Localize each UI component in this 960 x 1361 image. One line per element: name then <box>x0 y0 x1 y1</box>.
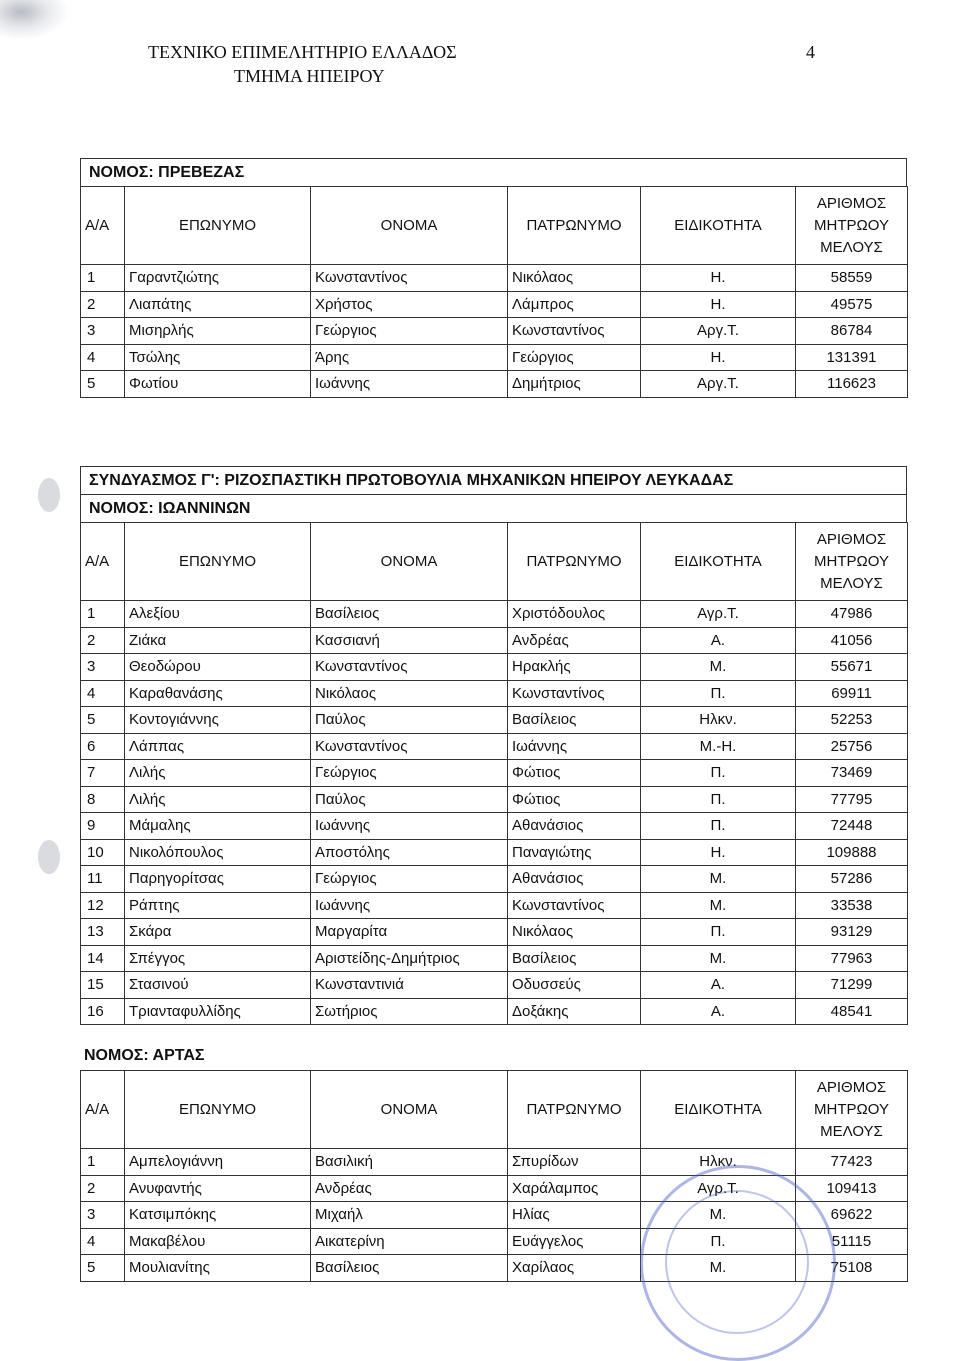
row-number: 3 <box>81 318 125 345</box>
row-surname: Κοντογιάννης <box>125 707 311 734</box>
row-surname: Ράπτης <box>125 892 311 919</box>
row-registry: 51115 <box>796 1228 908 1255</box>
row-name: Κωνσταντινιά <box>311 972 508 999</box>
row-number: 8 <box>81 786 125 813</box>
row-father: Βασίλειος <box>508 945 641 972</box>
row-number: 12 <box>81 892 125 919</box>
row-registry: 109888 <box>796 839 908 866</box>
row-specialty: Α. <box>641 998 796 1025</box>
row-surname: Ανυφαντής <box>125 1175 311 1202</box>
table-row <box>81 707 908 734</box>
row-specialty: Ηλκν. <box>641 1149 796 1176</box>
row-name: Νικόλαος <box>311 680 508 707</box>
col-surname: ΕΠΩΝΥΜΟ <box>125 523 311 601</box>
row-father: Λάμπρος <box>508 291 641 318</box>
row-name: Γεώργιος <box>311 866 508 893</box>
row-number: 14 <box>81 945 125 972</box>
row-name: Κωνσταντίνος <box>311 654 508 681</box>
row-specialty: Μ. <box>641 654 796 681</box>
row-surname: Λάππας <box>125 733 311 760</box>
col-aa: Α/Α <box>81 523 125 601</box>
row-father: Κωνσταντίνος <box>508 680 641 707</box>
section-title: ΝΟΜΟΣ: ΙΩΑΝΝΙΝΩΝ <box>80 494 907 522</box>
row-father: Γεώργιος <box>508 344 641 371</box>
row-surname: Αλεξίου <box>125 601 311 628</box>
table-row <box>81 945 908 972</box>
row-specialty: Η. <box>641 839 796 866</box>
col-registry: ΑΡΙΘΜΟΣ ΜΗΤΡΩΟΥ ΜΕΛΟΥΣ <box>796 1071 908 1149</box>
row-name: Μιχαήλ <box>311 1202 508 1229</box>
row-specialty: Η. <box>641 344 796 371</box>
row-father: Ιωάννης <box>508 733 641 760</box>
row-surname: Μουλιανίτης <box>125 1255 311 1282</box>
table-row <box>81 919 908 946</box>
row-specialty: Ηλκν. <box>641 707 796 734</box>
row-registry: 86784 <box>796 318 908 345</box>
row-surname: Λιαπάτης <box>125 291 311 318</box>
members-table <box>80 522 908 1025</box>
col-registry: ΑΡΙΘΜΟΣ ΜΗΤΡΩΟΥ ΜΕΛΟΥΣ <box>796 523 908 601</box>
row-number: 5 <box>81 371 125 398</box>
row-name: Γεώργιος <box>311 318 508 345</box>
row-father: Βασίλειος <box>508 707 641 734</box>
row-specialty: Αργ.Τ. <box>641 318 796 345</box>
row-name: Ιωάννης <box>311 371 508 398</box>
table-row <box>81 654 908 681</box>
table-row <box>81 786 908 813</box>
section-title: ΝΟΜΟΣ: ΑΡΤΑΣ <box>84 1047 205 1064</box>
table-row <box>81 998 908 1025</box>
row-father: Αθανάσιος <box>508 866 641 893</box>
row-father: Νικόλαος <box>508 919 641 946</box>
row-registry: 116623 <box>796 371 908 398</box>
row-registry: 33538 <box>796 892 908 919</box>
row-specialty: Π. <box>641 786 796 813</box>
row-number: 10 <box>81 839 125 866</box>
row-specialty: Α. <box>641 972 796 999</box>
row-name: Κωνσταντίνος <box>311 265 508 292</box>
table-row <box>81 344 908 371</box>
row-surname: Παρηγορίτσας <box>125 866 311 893</box>
row-father: Ανδρέας <box>508 627 641 654</box>
row-father: Χαρίλαος <box>508 1255 641 1282</box>
row-registry: 55671 <box>796 654 908 681</box>
section-ioannina <box>80 466 907 1025</box>
row-father: Δοξάκης <box>508 998 641 1025</box>
row-surname: Κατσιμπόκης <box>125 1202 311 1229</box>
table-header-row <box>81 187 908 265</box>
row-name: Βασιλική <box>311 1149 508 1176</box>
table-row <box>81 839 908 866</box>
row-number: 1 <box>81 1149 125 1176</box>
row-specialty: Μ. <box>641 1202 796 1229</box>
col-aa: Α/Α <box>81 187 125 265</box>
col-registry: ΑΡΙΘΜΟΣ ΜΗΤΡΩΟΥ ΜΕΛΟΥΣ <box>796 187 908 265</box>
row-name: Αικατερίνη <box>311 1228 508 1255</box>
col-specialty: ΕΙΔΙΚΟΤΗΤΑ <box>641 187 796 265</box>
row-father: Ηλίας <box>508 1202 641 1229</box>
col-father: ΠΑΤΡΩΝΥΜΟ <box>508 523 641 601</box>
table-row <box>81 892 908 919</box>
row-number: 4 <box>81 344 125 371</box>
table-row <box>81 627 908 654</box>
row-number: 2 <box>81 1175 125 1202</box>
row-name: Βασίλειος <box>311 1255 508 1282</box>
row-surname: Θεοδώρου <box>125 654 311 681</box>
punch-hole <box>38 478 60 512</box>
col-aa: Α/Α <box>81 1071 125 1149</box>
row-number: 2 <box>81 291 125 318</box>
row-number: 2 <box>81 627 125 654</box>
col-father: ΠΑΤΡΩΝΥΜΟ <box>508 187 641 265</box>
row-specialty: Μ. <box>641 866 796 893</box>
table-row <box>81 813 908 840</box>
section-title: ΝΟΜΟΣ: ΠΡΕΒΕΖΑΣ <box>80 158 907 186</box>
row-specialty: Μ. <box>641 892 796 919</box>
row-registry: 52253 <box>796 707 908 734</box>
row-specialty: Π. <box>641 919 796 946</box>
row-father: Φώτιος <box>508 786 641 813</box>
row-registry: 48541 <box>796 998 908 1025</box>
row-surname: Λιλής <box>125 786 311 813</box>
row-number: 5 <box>81 707 125 734</box>
official-stamp <box>640 1165 836 1361</box>
row-specialty: Π. <box>641 680 796 707</box>
row-registry: 109413 <box>796 1175 908 1202</box>
row-surname: Μάμαλης <box>125 813 311 840</box>
row-surname: Γαραντζιώτης <box>125 265 311 292</box>
row-number: 4 <box>81 680 125 707</box>
row-number: 15 <box>81 972 125 999</box>
row-surname: Μισηρλής <box>125 318 311 345</box>
row-specialty: Μ.-Η. <box>641 733 796 760</box>
row-registry: 47986 <box>796 601 908 628</box>
row-registry: 25756 <box>796 733 908 760</box>
row-number: 11 <box>81 866 125 893</box>
table-row <box>81 680 908 707</box>
row-name: Χρήστος <box>311 291 508 318</box>
row-number: 4 <box>81 1228 125 1255</box>
table-row <box>81 1149 908 1176</box>
row-registry: 69911 <box>796 680 908 707</box>
row-registry: 131391 <box>796 344 908 371</box>
row-specialty: Π. <box>641 1228 796 1255</box>
row-name: Βασίλειος <box>311 601 508 628</box>
section-preveza <box>80 158 907 398</box>
row-registry: 93129 <box>796 919 908 946</box>
row-father: Νικόλαος <box>508 265 641 292</box>
row-father: Ευάγγελος <box>508 1228 641 1255</box>
row-surname: Σκάρα <box>125 919 311 946</box>
row-surname: Νικολόπουλος <box>125 839 311 866</box>
members-table <box>80 186 908 398</box>
row-number: 3 <box>81 1202 125 1229</box>
col-name: ΟΝΟΜΑ <box>311 187 508 265</box>
row-surname: Φωτίου <box>125 371 311 398</box>
row-specialty: Α. <box>641 627 796 654</box>
row-number: 3 <box>81 654 125 681</box>
row-number: 16 <box>81 998 125 1025</box>
row-father: Φώτιος <box>508 760 641 787</box>
row-father: Χριστόδουλος <box>508 601 641 628</box>
row-name: Μαργαρίτα <box>311 919 508 946</box>
col-specialty: ΕΙΔΙΚΟΤΗΤΑ <box>641 523 796 601</box>
row-name: Ανδρέας <box>311 1175 508 1202</box>
col-specialty: ΕΙΔΙΚΟΤΗΤΑ <box>641 1071 796 1149</box>
row-father: Σπυρίδων <box>508 1149 641 1176</box>
row-number: 13 <box>81 919 125 946</box>
row-father: Κωνσταντίνος <box>508 318 641 345</box>
row-registry: 69622 <box>796 1202 908 1229</box>
row-specialty: Αγρ.Τ. <box>641 1175 796 1202</box>
row-surname: Τριανταφυλλίδης <box>125 998 311 1025</box>
row-specialty: Μ. <box>641 1255 796 1282</box>
row-surname: Καραθανάσης <box>125 680 311 707</box>
row-registry: 49575 <box>796 291 908 318</box>
header-branch: ΤΜΗΜΑ ΗΠΕΙΡΟΥ <box>234 66 385 86</box>
row-registry: 57286 <box>796 866 908 893</box>
row-specialty: Αγρ.Τ. <box>641 601 796 628</box>
punch-hole <box>38 840 60 874</box>
row-registry: 72448 <box>796 813 908 840</box>
table-row <box>81 866 908 893</box>
row-surname: Τσώλης <box>125 344 311 371</box>
row-surname: Στασινού <box>125 972 311 999</box>
row-registry: 77795 <box>796 786 908 813</box>
row-specialty: Μ. <box>641 945 796 972</box>
row-father: Οδυσσεύς <box>508 972 641 999</box>
col-surname: ΕΠΩΝΥΜΟ <box>125 1071 311 1149</box>
table-row <box>81 733 908 760</box>
table-row <box>81 601 908 628</box>
row-registry: 77963 <box>796 945 908 972</box>
row-surname: Σπέγγος <box>125 945 311 972</box>
row-name: Ιωάννης <box>311 813 508 840</box>
row-specialty: Π. <box>641 760 796 787</box>
col-surname: ΕΠΩΝΥΜΟ <box>125 187 311 265</box>
table-header-row <box>81 1071 908 1149</box>
row-name: Άρης <box>311 344 508 371</box>
table-row <box>81 760 908 787</box>
row-registry: 73469 <box>796 760 908 787</box>
row-registry: 77423 <box>796 1149 908 1176</box>
row-name: Κασσιανή <box>311 627 508 654</box>
row-name: Ιωάννης <box>311 892 508 919</box>
combination-title: ΣΥΝΔΥΑΣΜΟΣ Γ': ΡΙΖΟΣΠΑΣΤΙΚΗ ΠΡΩΤΟΒΟΥΛΙΑ ΜΗΧΑΝΙΚΩΝ ΗΠΕΙΡΟΥ ΛΕΥΚΑΔΑΣ <box>80 466 907 494</box>
document-header <box>148 40 457 88</box>
row-father: Αθανάσιος <box>508 813 641 840</box>
table-row <box>81 318 908 345</box>
table-row <box>81 972 908 999</box>
row-number: 1 <box>81 601 125 628</box>
row-number: 1 <box>81 265 125 292</box>
row-father: Παναγιώτης <box>508 839 641 866</box>
col-name: ΟΝΟΜΑ <box>311 523 508 601</box>
row-father: Κωνσταντίνος <box>508 892 641 919</box>
row-name: Αποστόλης <box>311 839 508 866</box>
col-father: ΠΑΤΡΩΝΥΜΟ <box>508 1071 641 1149</box>
row-registry: 41056 <box>796 627 908 654</box>
col-name: ΟΝΟΜΑ <box>311 1071 508 1149</box>
row-registry: 75108 <box>796 1255 908 1282</box>
table-row <box>81 265 908 292</box>
row-father: Ηρακλής <box>508 654 641 681</box>
row-specialty: Π. <box>641 813 796 840</box>
row-father: Χαράλαμπος <box>508 1175 641 1202</box>
row-name: Γεώργιος <box>311 760 508 787</box>
scan-smudge <box>0 0 70 40</box>
table-header-row <box>81 523 908 601</box>
row-specialty: Η. <box>641 291 796 318</box>
header-org: ΤΕΧΝΙΚΟ ΕΠΙΜΕΛΗΤΗΡΙΟ ΕΛΛΑΔΟΣ <box>148 42 457 62</box>
row-name: Κωνσταντίνος <box>311 733 508 760</box>
page-number: 4 <box>806 42 815 62</box>
row-name: Παύλος <box>311 786 508 813</box>
row-registry: 58559 <box>796 265 908 292</box>
row-name: Παύλος <box>311 707 508 734</box>
row-surname: Αμπελογιάννη <box>125 1149 311 1176</box>
row-specialty: Αργ.Τ. <box>641 371 796 398</box>
table-row <box>81 371 908 398</box>
row-number: 9 <box>81 813 125 840</box>
row-surname: Λιλής <box>125 760 311 787</box>
row-surname: Ζιάκα <box>125 627 311 654</box>
row-father: Δημήτριος <box>508 371 641 398</box>
row-name: Αριστείδης-Δημήτριος <box>311 945 508 972</box>
row-registry: 71299 <box>796 972 908 999</box>
row-number: 7 <box>81 760 125 787</box>
row-number: 6 <box>81 733 125 760</box>
row-number: 5 <box>81 1255 125 1282</box>
row-surname: Μακαβέλου <box>125 1228 311 1255</box>
table-row <box>81 291 908 318</box>
row-name: Σωτήριος <box>311 998 508 1025</box>
row-specialty: Η. <box>641 265 796 292</box>
